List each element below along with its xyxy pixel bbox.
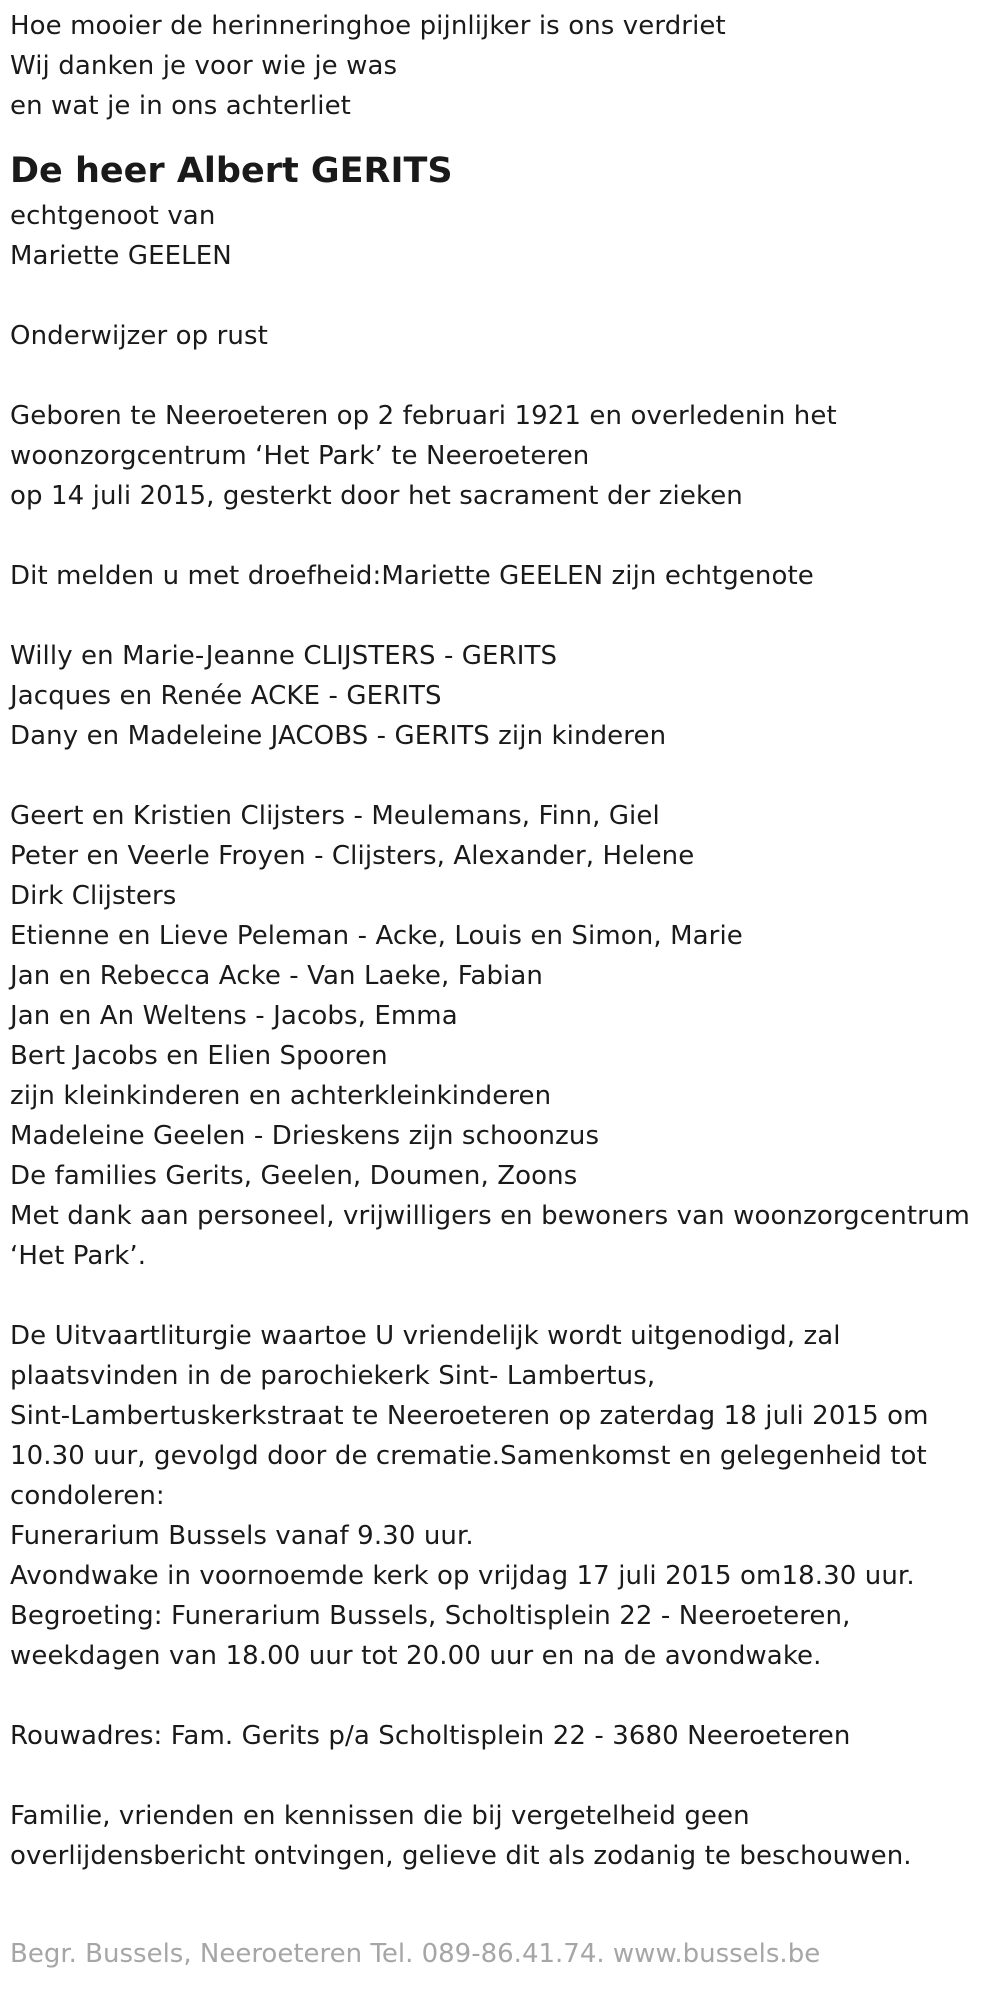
- family-section: [10, 796, 995, 1276]
- funeral-section: [10, 1316, 995, 1676]
- funeral-line: De Uitvaartliturgie waartoe U vriendelijk wordt uitgenodigd, zal: [10, 1321, 841, 1351]
- funeral-line: plaatsvinden in de parochiekerk Sint- Lambertus,: [10, 1361, 656, 1391]
- family-line: Etienne en Lieve Peleman - Acke, Louis en Simon, Marie: [10, 921, 743, 951]
- spacer: [10, 596, 995, 636]
- family-line: Madeleine Geelen - Drieskens zijn schoonzus: [10, 1121, 600, 1151]
- birth-death-line: op 14 juli 2015, gesterkt door het sacrament der zieken: [10, 481, 743, 511]
- occupation: Onderwijzer op rust: [10, 321, 268, 351]
- funeral-line: Sint-Lambertuskerkstraat te Neeroeteren op zaterdag 18 juli 2015 om: [10, 1401, 929, 1431]
- spacer: [10, 1676, 995, 1716]
- family-line: Met dank aan personeel, vrijwilligers en bewoners van woonzorgcentrum: [10, 1201, 970, 1231]
- notice-line: Familie, vrienden en kennissen die bij vergetelheid geen: [10, 1801, 750, 1831]
- children-section: [10, 636, 995, 756]
- notice-section: [10, 1796, 995, 1876]
- birth-death-line: Geboren te Neeroeteren op 2 februari 1921 en overledenin het: [10, 401, 837, 431]
- spouse-name: Mariette GEELEN: [10, 241, 232, 271]
- spacer: [10, 126, 995, 146]
- poem: [10, 6, 995, 126]
- birth-death-section: [10, 396, 995, 516]
- footer-credit: Begr. Bussels, Neeroeteren Tel. 089-86.41.74. www.bussels.be: [10, 1939, 821, 1969]
- mourning-address: Rouwadres: Fam. Gerits p/a Scholtisplein 22 - 3680 Neeroeteren: [10, 1721, 851, 1751]
- poem-line: Wij danken je voor wie je was: [10, 51, 398, 81]
- family-line: De families Gerits, Geelen, Doumen, Zoons: [10, 1161, 578, 1191]
- family-line: Bert Jacobs en Elien Spooren: [10, 1041, 388, 1071]
- spacer: [10, 756, 995, 796]
- family-line: Jan en Rebecca Acke - Van Laeke, Fabian: [10, 961, 543, 991]
- announcement: Dit melden u met droefheid:Mariette GEELEN zijn echtgenote: [10, 561, 814, 591]
- family-line: Peter en Veerle Froyen - Clijsters, Alexander, Helene: [10, 841, 695, 871]
- spacer: [10, 1276, 995, 1316]
- funeral-line: Funerarium Bussels vanaf 9.30 uur.: [10, 1521, 474, 1551]
- spouse-intro: echtgenoot van: [10, 201, 216, 231]
- family-line: ‘Het Park’.: [10, 1241, 147, 1271]
- family-line: Dirk Clijsters: [10, 881, 177, 911]
- deceased-name: De heer Albert GERITS: [10, 151, 453, 191]
- poem-line: en wat je in ons achterliet: [10, 91, 351, 121]
- obituary-document: [10, 6, 995, 1876]
- child-line: Willy en Marie-Jeanne CLIJSTERS - GERITS: [10, 641, 558, 671]
- funeral-line: 10.30 uur, gevolgd door de crematie.Samenkomst en gelegenheid tot: [10, 1441, 927, 1471]
- family-line: Geert en Kristien Clijsters - Meulemans, Finn, Giel: [10, 801, 660, 831]
- birth-death-line: woonzorgcentrum ‘Het Park’ te Neeroeteren: [10, 441, 590, 471]
- funeral-line: condoleren:: [10, 1481, 165, 1511]
- child-line: Dany en Madeleine JACOBS - GERITS zijn kinderen: [10, 721, 667, 751]
- family-line: zijn kleinkinderen en achterkleinkinderen: [10, 1081, 552, 1111]
- spacer: [10, 276, 995, 316]
- notice-line: overlijdensbericht ontvingen, gelieve dit als zodanig te beschouwen.: [10, 1841, 912, 1871]
- spacer: [10, 1756, 995, 1796]
- spacer: [10, 356, 995, 396]
- spacer: [10, 516, 995, 556]
- funeral-line: Avondwake in voornoemde kerk op vrijdag 17 juli 2015 om18.30 uur.: [10, 1561, 915, 1591]
- poem-line: Hoe mooier de herinneringhoe pijnlijker is ons verdriet: [10, 11, 726, 41]
- funeral-line: Begroeting: Funerarium Bussels, Scholtisplein 22 - Neeroeteren,: [10, 1601, 851, 1631]
- child-line: Jacques en Renée ACKE - GERITS: [10, 681, 442, 711]
- funeral-line: weekdagen van 18.00 uur tot 20.00 uur en na de avondwake.: [10, 1641, 822, 1671]
- family-line: Jan en An Weltens - Jacobs, Emma: [10, 1001, 458, 1031]
